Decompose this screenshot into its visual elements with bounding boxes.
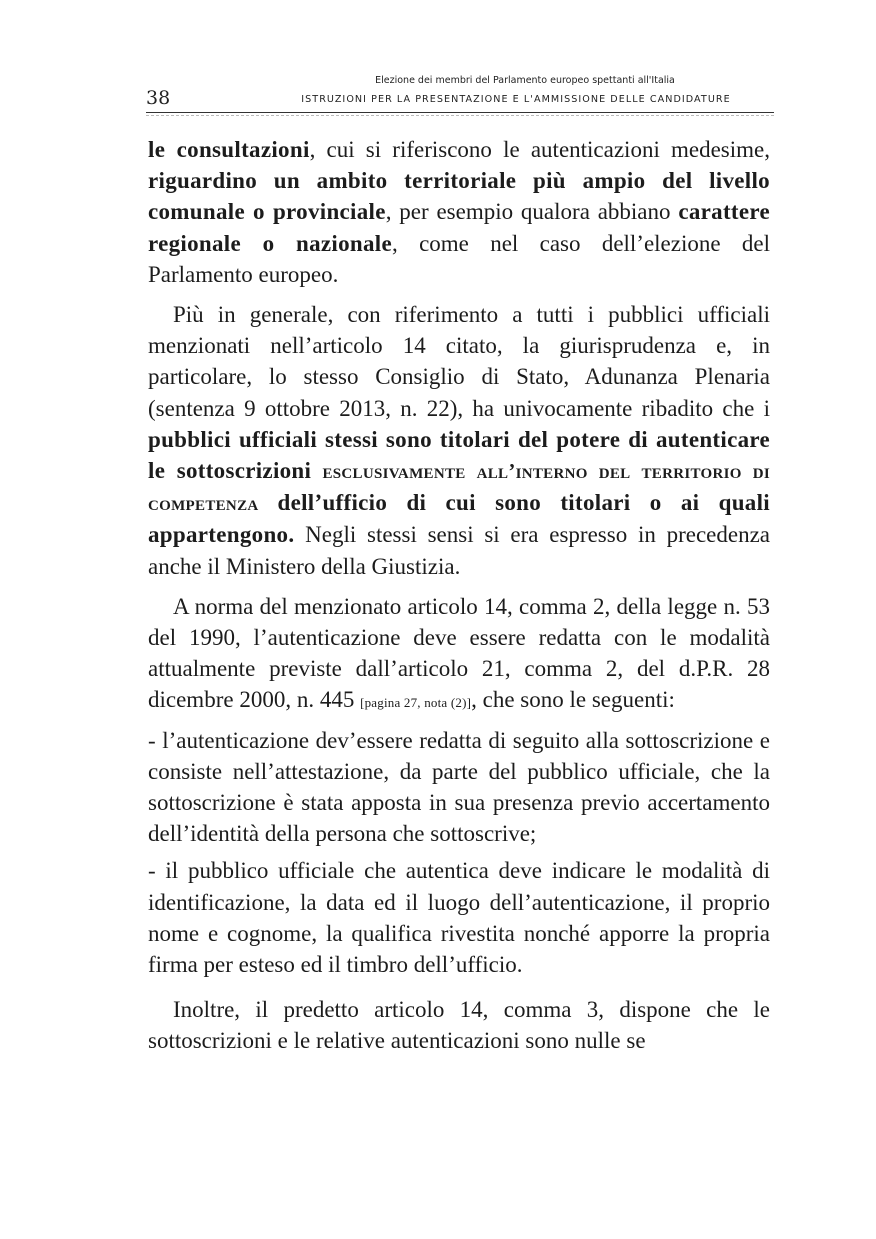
text: , cui si riferiscono le autenticazioni medesime, [309,137,770,162]
bold-text: carattere regionale o nazionale [148,199,770,256]
text: , come nel caso dell’elezione del Parlamento europeo. [148,230,770,287]
header-rule-dashed [146,115,774,116]
bold-text: riguardino un ambito territoriale più ampio del livello comunale o provinciale [148,168,770,225]
bold-text: pubblici ufficiali stessi sono titolari del potere di autenticare le sottoscrizioni [148,426,770,484]
text: , per esempio qualora abbiano [385,199,679,225]
text: , che sono le seguenti: [471,687,675,713]
paragraph-3 [148,591,770,719]
smallcaps-text: esclusivamente all’interno del territorio di competenza [148,459,771,516]
text: Più in generale, con riferimento a tutti i pubblici ufficiali menzionati nell’articolo 14 citato, la giurisprudenza e, in particolare, lo stesso Consiglio di Stato, Adunanza Plenaria (sentenza 9 ottobre 2013, n. 22), ha univocamente ribadito che i [148,302,770,421]
paragraph-2 [148,299,770,582]
text: Negli stessi sensi si era espresso in precedenza anche il Ministero della Giustizia. [148,522,770,579]
header-subtitle: ISTRUZIONI PER LA PRESENTAZIONE E L'AMMISSIONE DELLE CANDIDATURE [301,94,731,105]
text: A norma del menzionato articolo 14, comma 2, della legge n. 53 del 1990, l’autenticazione deve essere redatta con le modalità attualmente previste dall’articolo 21, comma 2, del d.P.R. 28 dicembre 2000, n. 445 [148,593,770,713]
note-reference: [pagina 27, nota (2)] [360,695,472,711]
list-item: - l’autenticazione dev’essere redatta di seguito alla sottoscrizione e consiste nell’attestazione, da parte del pubblico ufficiale, che la sottoscrizione è stata apposta in sua presenza previo accertamento dell’identità della persona che sottoscrive; [148,727,770,847]
bold-text: dell’ufficio di cui sono titolari o ai quali appartengono. [148,490,770,548]
body-text [148,134,770,1057]
header-title: Elezione dei membri del Parlamento europeo spettanti all'Italia [375,75,675,86]
bold-text: le consultazioni [148,137,310,162]
list-item: - il pubblico ufficiale che autentica deve indicare le modalità di identificazione, la data ed il luogo dell’autenticazione, il proprio nome e cognome, la qualifica rivestita nonché apporre la propria firma per esteso ed il timbro dell’ufficio. [148,858,770,978]
running-header [146,72,774,114]
paragraph-4 [148,994,770,1056]
paragraph-1 [148,134,770,290]
header-rule [146,112,774,113]
page-number: 38 [146,87,171,109]
text: Inoltre, il predetto articolo 14, comma 3, dispone che le sottoscrizioni e le relative autenticazioni sono nulle se [148,997,770,1054]
